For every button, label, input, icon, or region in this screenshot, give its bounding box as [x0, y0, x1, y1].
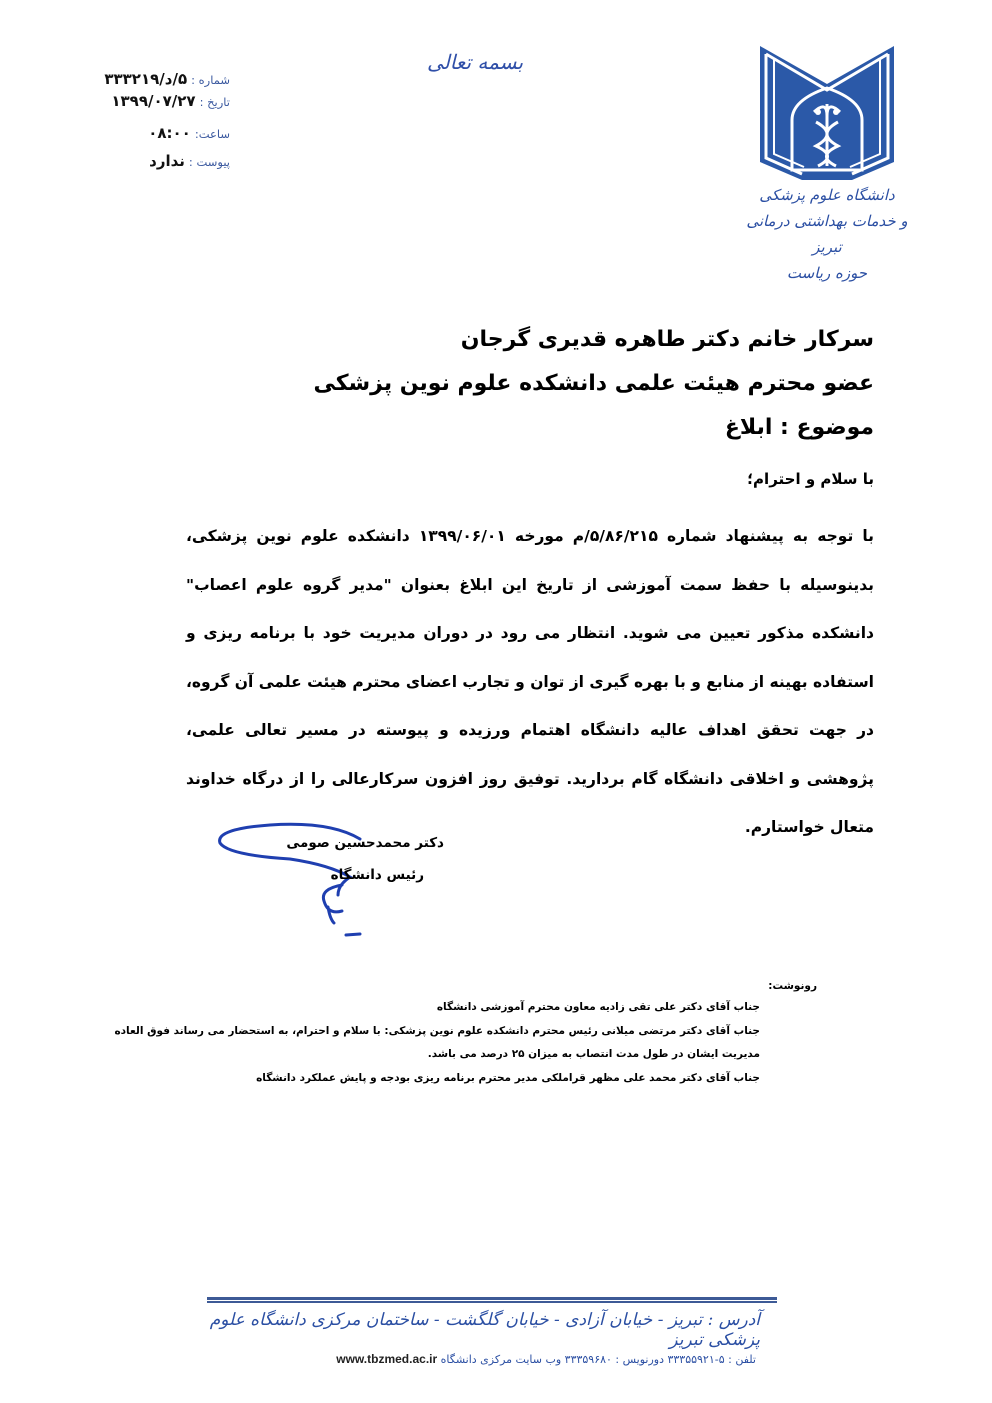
cc-item: جناب آقای دکتر مرتضی میلانی رئیس محترم دانشکده علوم نوین پزشکی: با سلام و احترام، به استحضار می رساند فوق العاده [114, 1024, 760, 1037]
letter-time-label: ساعت: [194, 127, 230, 141]
body-text-part2: دانشکده مذکور تعیین می شوید. انتظار می رود در دوران مدیریت خود با برنامه ریزی و استفاده بهینه از منابع و با بهره گیری از توان و تجارب اعضای محترم هیئت علمی آن گروه، در جهت تحقق اهداف عالیه دانشگاه اهتمام ورزیده و پیوسته در مسیر تعالی علمی، پژوهشی و اخلاقی دانشگاه گام بردارید. توفیق روز افزون سرکارعالی را از درگاه خداوند متعال خواستارم. [186, 624, 874, 836]
recipient-block [174, 318, 874, 450]
university-logo [746, 42, 908, 282]
footer-divider [207, 1297, 777, 1300]
letter-time-row [148, 124, 230, 148]
recipient-name: سرکار خانم دکتر طاهره قدیری گرجان [460, 327, 874, 352]
letter-body [186, 512, 874, 852]
letter-attachment-row [149, 152, 230, 176]
letter-date-label: تاریخ : [199, 95, 230, 109]
letter-time-value: ۰۸:۰۰ [148, 124, 191, 142]
cc-list [80, 996, 760, 1090]
university-logo-icon [752, 42, 902, 182]
footer-address: آدرس : تبریز - خیابان آزادی - خیابان گلگشت - ساختمان مرکزی دانشگاه علوم پزشکی تبریز [209, 1310, 760, 1350]
letter-subject: موضوع : ابلاغ [724, 415, 874, 440]
invocation-heading: بسمه تعالی [426, 50, 524, 74]
letter-date-value: ۱۳۹۹/۰۷/۲۷ [111, 92, 196, 110]
body-emphasis-title: "مدیر گروه علوم اعصاب" [186, 575, 392, 594]
logo-caption-line3: حوزه ریاست [786, 264, 868, 282]
greeting: با سلام و احترام؛ [747, 470, 874, 488]
letter-attachment-label: پیوست : [188, 155, 230, 169]
letter-number-value: ۵/د/۳۳۳۲۱۹ [104, 70, 188, 88]
recipient-position: عضو محترم هیئت علمی دانشکده علوم نوین پزشکی [313, 371, 874, 396]
cc-item: جناب آقای دکتر محمد علی مظهر قراملکی مدیر محترم برنامه ریزی بودجه و پایش عملکرد دانشگاه [256, 1071, 760, 1084]
footer-contact [300, 1352, 756, 1366]
logo-caption [732, 182, 922, 286]
signature-block [210, 815, 460, 945]
cc-label: رونوشت: [768, 980, 817, 992]
body-text-part1: با توجه به پیشنهاد شماره ۵/۸۶/۲۱۵/م مورخه ۱۳۹۹/۰۶/۰۱ دانشکده علوم نوین پزشکی، بدینوسیله با حفظ سمت آموزشی از تاریخ این ابلاغ بعنوان [186, 527, 875, 594]
logo-caption-line2: و خدمات بهداشتی درمانی تبریز [746, 212, 908, 256]
letter-number-label: شماره : [191, 73, 230, 87]
logo-caption-line1: دانشگاه علوم پزشکی [759, 186, 895, 204]
letter-date-row [111, 92, 230, 116]
cc-item: مدیریت ایشان در طول مدت انتصاب به میزان ۲۵ درصد می باشد. [427, 1048, 760, 1060]
footer-phone-fax: تلفن : ۵-۳۳۳۵۵۹۲۱ دورنویس : ۳۳۳۵۹۶۸۰ وب سایت مرکزی دانشگاه [440, 1353, 756, 1366]
footer-divider [207, 1301, 777, 1303]
cc-item: جناب آقای دکتر علی تقی زادیه معاون محترم آموزشی دانشگاه [436, 1001, 760, 1013]
letter-attachment-value: ندارد [149, 152, 185, 170]
signatory-name: دکتر محمدحسین صومی [286, 835, 444, 851]
signatory-title: رئیس دانشگاه [330, 867, 424, 883]
footer-website-link[interactable]: www.tbzmed.ac.ir [336, 1352, 438, 1366]
letter-number-row [104, 70, 230, 94]
